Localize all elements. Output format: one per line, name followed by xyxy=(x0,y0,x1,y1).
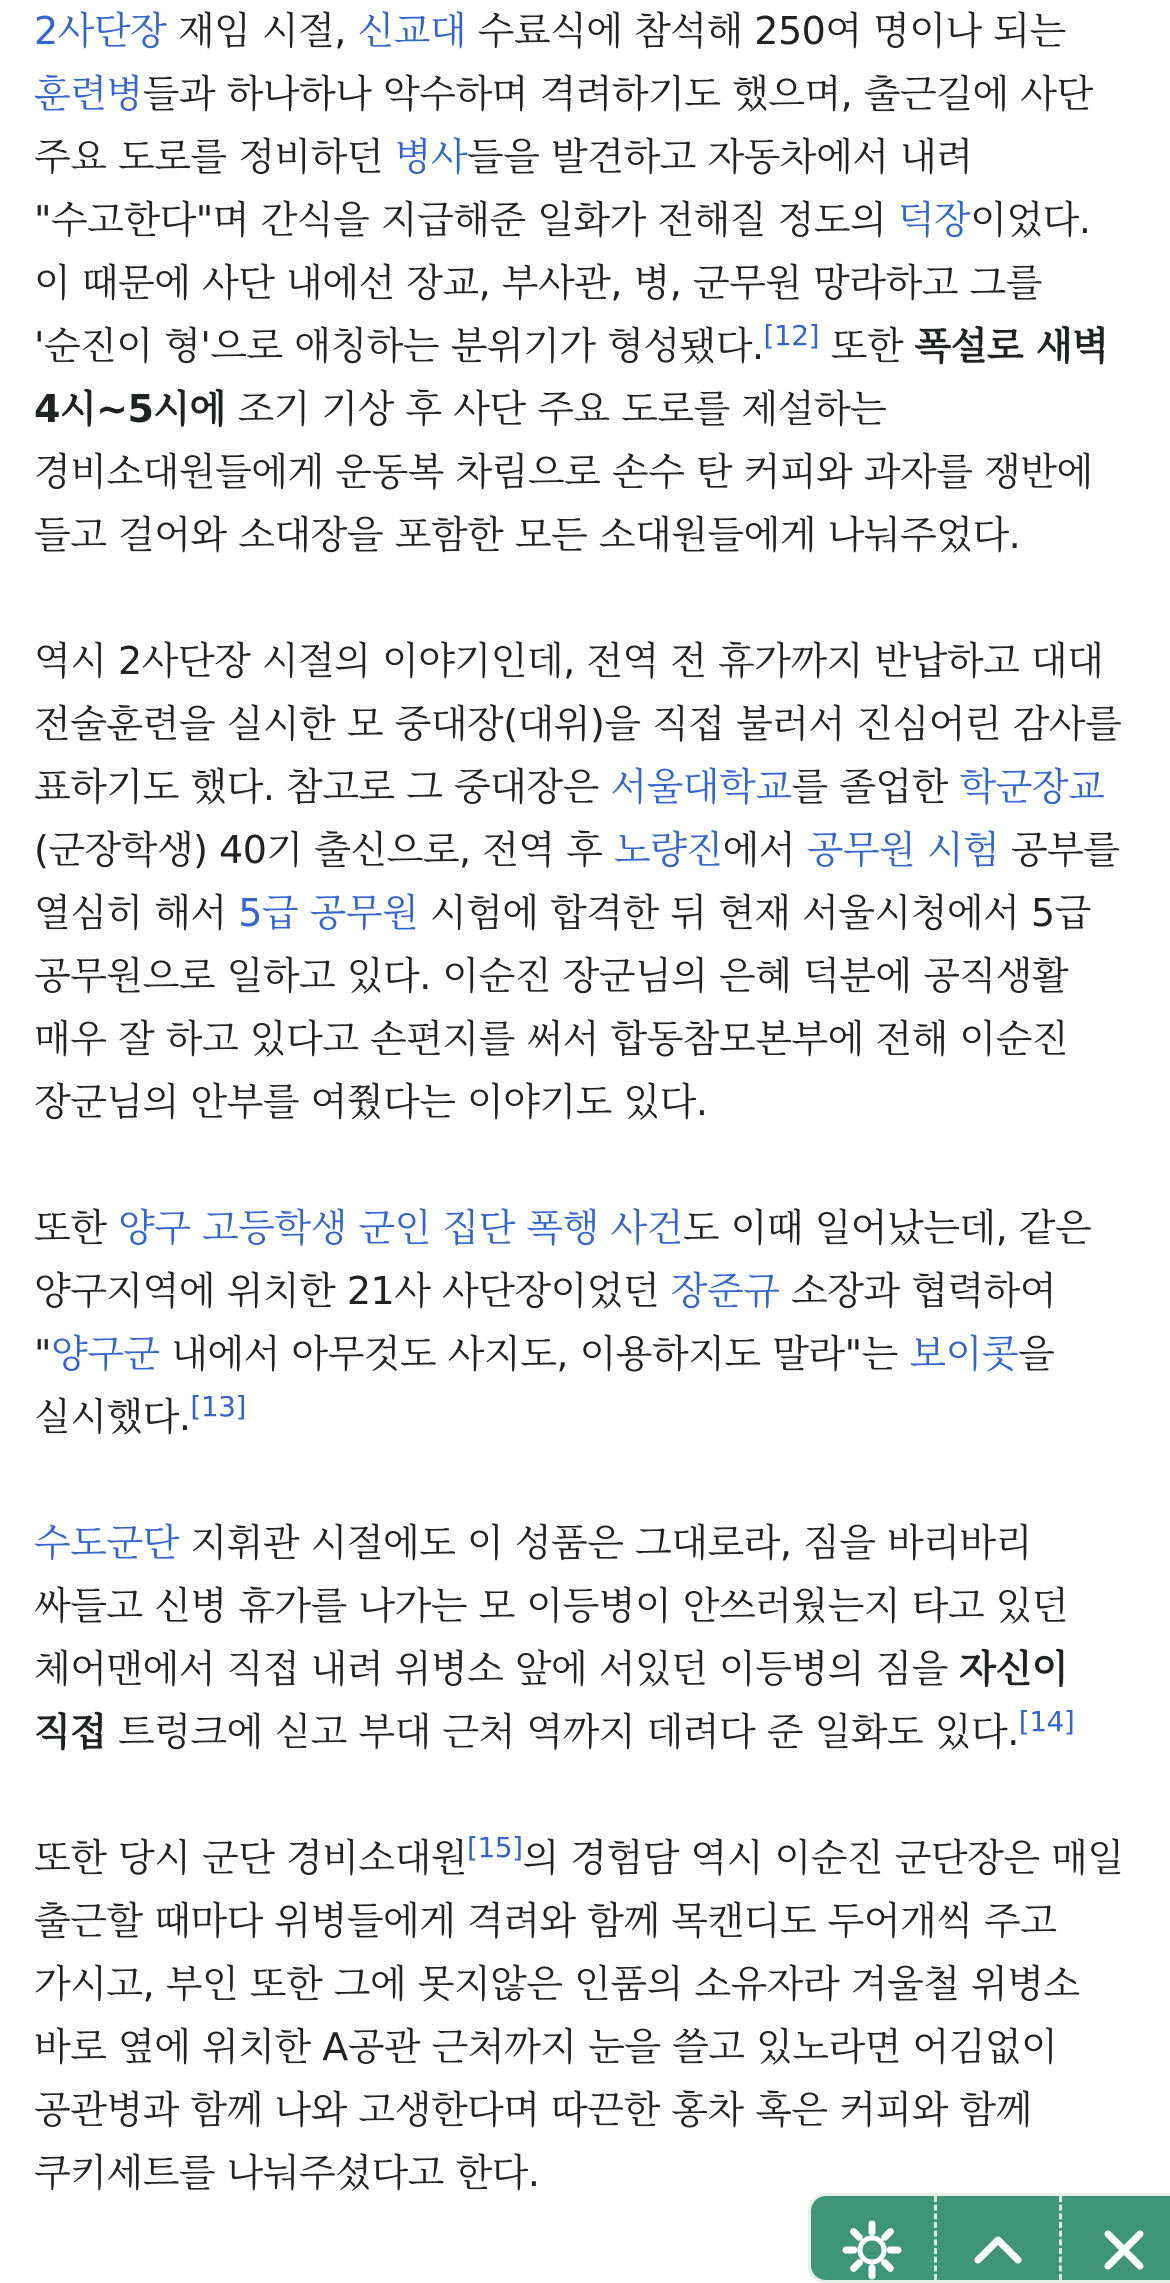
wiki-link[interactable]: 훈련병 xyxy=(34,72,143,116)
wiki-link[interactable]: 5급 공무원 xyxy=(238,891,419,935)
text-span: 이었다. 이 때문에 사단 내에선 장교, 부사관, 병, 군무원 망라하고 그를 '순진이 형'으로 애칭하는 분위기가 형성됐다. xyxy=(34,198,1091,368)
paragraph-spacer xyxy=(34,1134,1138,1197)
wiki-link[interactable]: 양구 고등학생 군인 집단 폭행 사건 xyxy=(118,1206,683,1250)
wiki-link[interactable]: 서울대학교 xyxy=(610,765,792,809)
wiki-link[interactable]: 장준규 xyxy=(670,1269,780,1313)
bold-text: 자신이 직접 xyxy=(34,1647,1069,1754)
footnote-ref-link[interactable]: [12] xyxy=(763,319,820,352)
paragraph xyxy=(34,1827,1138,2205)
close-button[interactable] xyxy=(1062,2196,1170,2280)
text-span: 내에서 아무것도 사지도, 이용하지도 말라"는 xyxy=(159,1332,910,1376)
gear-icon xyxy=(840,2218,904,2282)
settings-button[interactable] xyxy=(811,2196,937,2280)
text-span: 공부를 열심히 해서 xyxy=(34,828,1120,935)
text-span: 들과 하나하나 악수하며 격려하기도 했으며, 출근길에 사단 주요 도로를 정비하던 xyxy=(34,72,1093,179)
text-span: 조기 기상 후 사단 주요 도로를 제설하는 경비소대원들에게 운동복 차림으로 손수 탄 커피와 과자를 쟁반에 들고 걸어와 소대장을 포함한 모든 소대원들에게 나눠주었다. xyxy=(34,387,1093,557)
wiki-link[interactable]: 신교대 xyxy=(357,9,467,53)
wiki-link[interactable]: 병사 xyxy=(394,135,468,179)
paragraph xyxy=(34,630,1138,1134)
paragraph xyxy=(34,1197,1138,1449)
text-span: 의 경험담 역시 이순진 군단장은 매일 출근할 때마다 위병들에게 격려와 함께 목캔디도 두어개씩 주고 가시고, 부인 또한 그에 못지않은 인품의 소유자라 겨울철 위병소 바로 옆에 위치한 A공관 근처까지 눈을 쓸고 있노라면 어김없이 공관병과 함께 나와 고생한다며 따끈한 홍차 혹은 커피와 함께 쿠키세트를 나눠주셨다고 한다. xyxy=(34,1836,1124,2195)
text-span: 지휘관 시절에도 이 성품은 그대로라, 짐을 바리바리 싸들고 신병 휴가를 나가는 모 이등병이 안쓰러웠는지 타고 있던 체어맨에서 직접 내려 위병소 앞에 서있던 이등병의 짐을 xyxy=(34,1521,1069,1691)
text-span: 역시 2사단장 시절의 이야기인데, 전역 전 휴가까지 반납하고 대대 전술훈련을 실시한 모 중대장(대위)을 직접 불러서 진심어린 감사를 표하기도 했다. 참고로 그 중대장은 xyxy=(34,639,1122,809)
paragraph-spacer xyxy=(34,1764,1138,1827)
paragraph-spacer xyxy=(34,1449,1138,1512)
text-span: 을 실시했다. xyxy=(34,1332,1055,1439)
text-span: 를 졸업한 xyxy=(791,765,960,809)
footnote-ref-link[interactable]: [13] xyxy=(190,1390,246,1423)
text-span: 트렁크에 싣고 부대 근처 역까지 데려다 준 일화도 있다. xyxy=(106,1710,1019,1754)
text-span: 에서 xyxy=(722,828,807,872)
wiki-link[interactable]: 노량진 xyxy=(613,828,723,872)
wiki-link[interactable]: 2사단장 xyxy=(34,9,167,53)
scroll-top-button[interactable] xyxy=(937,2196,1063,2280)
text-span: 들을 발견하고 자동차에서 내려 "수고한다"며 간식을 지급해준 일화가 전해질 정도의 xyxy=(34,135,973,242)
close-icon xyxy=(1092,2218,1156,2282)
text-span: 또한 xyxy=(34,1206,118,1250)
text-span: (군장학생) 40기 출신으로, 전역 후 xyxy=(34,828,614,872)
text-span: 또한 당시 군단 경비소대원 xyxy=(34,1836,468,1880)
wiki-link[interactable]: 보이콧 xyxy=(909,1332,1019,1376)
text-span: 도 이때 일어났는데, 같은 양구지역에 위치한 21사 사단장이었던 xyxy=(34,1206,1092,1313)
wiki-link[interactable]: 학군장교 xyxy=(959,765,1105,809)
wiki-link[interactable]: 덕장 xyxy=(897,198,971,242)
text-span: 재임 시절, xyxy=(166,9,358,53)
text-span: 소장과 협력하여 " xyxy=(34,1269,1057,1376)
footnote-ref-link[interactable]: [15] xyxy=(467,1831,523,1864)
floating-toolbar xyxy=(808,2193,1170,2283)
wiki-link[interactable]: 공무원 시험 xyxy=(806,828,1000,872)
text-span: 수료식에 참석해 250여 명이나 되는 xyxy=(466,9,1066,53)
wiki-link[interactable]: 수도군단 xyxy=(34,1521,179,1565)
footnote-ref-link[interactable]: [14] xyxy=(1018,1705,1075,1738)
text-span: 시험에 합격한 뒤 현재 서울시청에서 5급 공무원으로 일하고 있다. 이순진 장군님의 은혜 덕분에 공직생활 매우 잘 하고 있다고 손편지를 써서 합동참모본부에 전해 이순진 장군님의 안부를 여쭸다는 이야기도 있다. xyxy=(34,891,1091,1124)
wiki-link[interactable]: 양구군 xyxy=(50,1332,160,1376)
article-body xyxy=(34,0,1138,2205)
text-span: 또한 xyxy=(819,324,915,368)
paragraph-spacer xyxy=(34,567,1138,630)
chevron-up-icon xyxy=(966,2218,1030,2282)
paragraph xyxy=(34,1512,1138,1764)
bold-text: 폭설로 새벽 4시~5시에 xyxy=(34,324,1109,431)
paragraph xyxy=(34,0,1138,567)
